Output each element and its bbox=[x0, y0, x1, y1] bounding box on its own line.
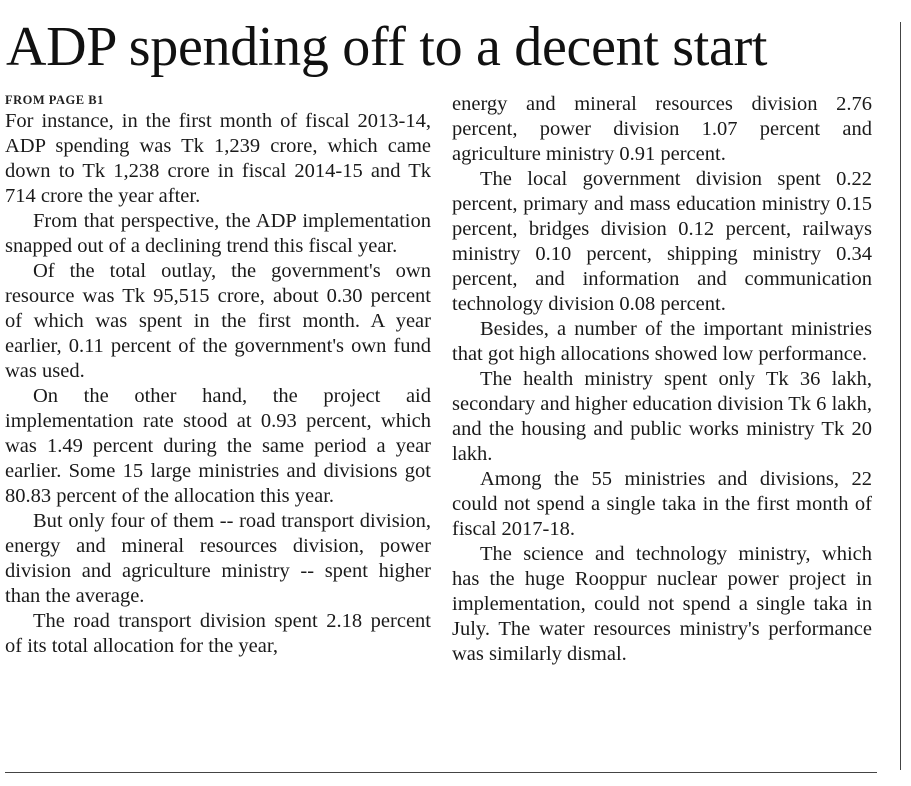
paragraph: The science and technology ministry, which has the huge Rooppur nuclear power project in implementation, could not spend a single taka in July. The water resources ministry's performance was similarly dismal. bbox=[452, 543, 872, 665]
paragraph: energy and mineral resources division 2.76 percent, power division 1.07 percent and agriculture ministry 0.91 percent. bbox=[452, 93, 872, 165]
paragraph: Among the 55 ministries and divisions, 22 could not spend a single taka in the first month of fiscal 2017-18. bbox=[452, 468, 872, 540]
headline: ADP spending off to a decent start bbox=[6, 16, 768, 78]
column-right bbox=[452, 92, 872, 667]
paragraph: The road transport division spent 2.18 percent of its total allocation for the year, bbox=[5, 610, 431, 657]
paragraph: The health ministry spent only Tk 36 lakh, secondary and higher education division Tk 6 lakh, and the housing and public works ministry Tk 20 lakh. bbox=[452, 368, 872, 465]
paragraph: Of the total outlay, the government's own resource was Tk 95,515 crore, about 0.30 percent of which was spent in the first month. A year earlier, 0.11 percent of the government's own fund was used. bbox=[5, 260, 431, 382]
paragraph: From that perspective, the ADP implementation snapped out of a declining trend this fiscal year. bbox=[5, 210, 431, 257]
bottom-rule bbox=[5, 772, 877, 773]
paragraph: But only four of them -- road transport division, energy and mineral resources division, power division and agriculture ministry -- spent higher than the average. bbox=[5, 510, 431, 607]
paragraph: Besides, a number of the important ministries that got high allocations showed low performance. bbox=[452, 318, 872, 365]
column-left bbox=[5, 92, 431, 659]
paragraph: For instance, in the first month of fiscal 2013-14, ADP spending was Tk 1,239 crore, which came down to Tk 1,238 crore in fiscal 2014-15 and Tk 714 crore the year after. bbox=[5, 110, 431, 207]
paragraph: The local government division spent 0.22 percent, primary and mass education ministry 0.15 percent, bridges division 0.12 percent, railways ministry 0.10 percent, shipping ministry 0.34 percent, and information and communication technology division 0.08 percent. bbox=[452, 168, 872, 315]
paragraph: On the other hand, the project aid implementation rate stood at 0.93 percent, which was 1.49 percent during the same period a year earlier. Some 15 large ministries and divisions got 80.83 percent of the allocation this year. bbox=[5, 385, 431, 507]
dateline: FROM PAGE B1 bbox=[5, 93, 104, 107]
column-rule-right bbox=[900, 22, 901, 770]
